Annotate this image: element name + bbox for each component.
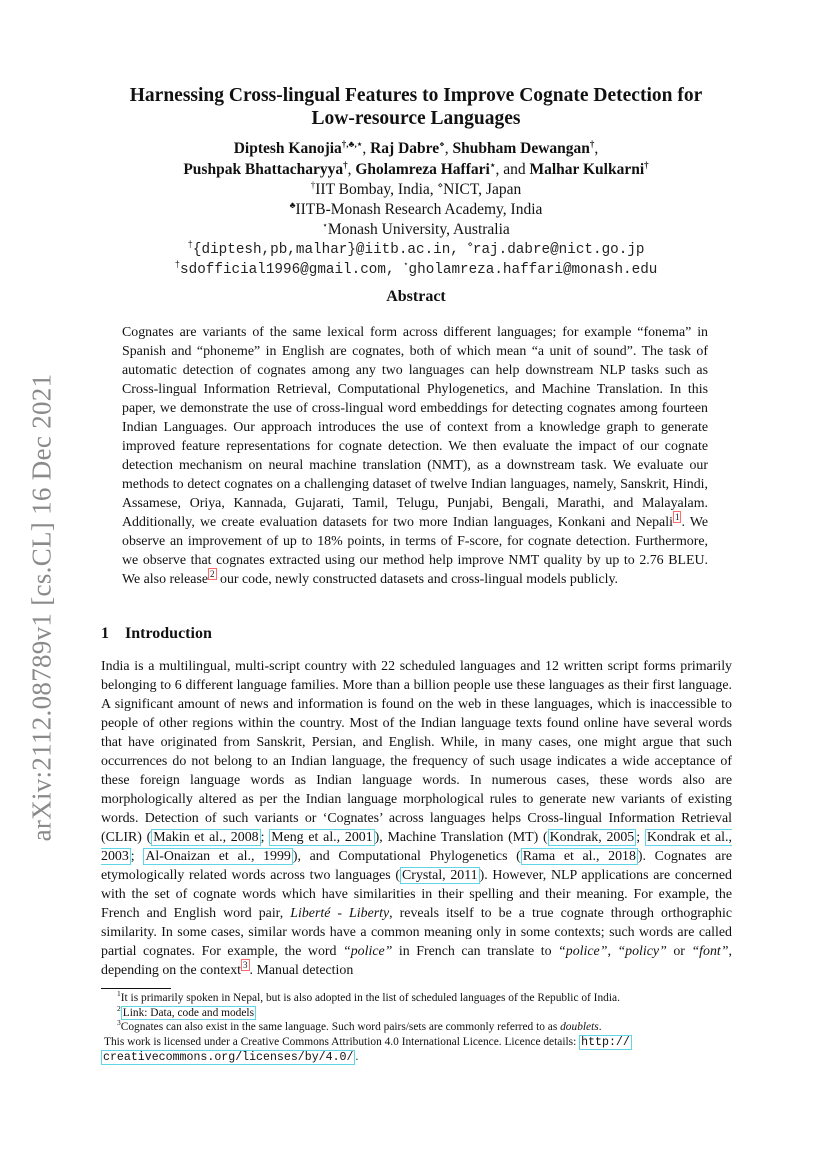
footnote-ref-1[interactable]: 1: [674, 512, 680, 523]
and-word: , and: [495, 161, 530, 178]
title-line-1: Harnessing Cross-lingual Features to Improve Cognate Detection for: [129, 85, 703, 106]
author-mark: †,♣,⋆: [341, 138, 363, 149]
section-number: 1: [101, 625, 109, 642]
author-name: Raj Dabre: [370, 140, 440, 157]
footnote-ref-3[interactable]: 3: [243, 960, 248, 971]
section-heading-introduction: [101, 625, 212, 643]
author-name: Diptesh Kanojia: [233, 140, 342, 157]
author-mark: ⋄: [439, 138, 445, 149]
footnotes: [101, 991, 732, 1066]
author-name: Malhar Kulkarni: [529, 161, 645, 178]
author-mark: †: [644, 159, 649, 170]
citation-link[interactable]: Rama et al., 2018: [522, 849, 636, 864]
abstract-heading: Abstract: [386, 288, 446, 305]
author-name: Shubham Dewangan: [452, 140, 590, 157]
abstract-text: Cognates are variants of the same lexical form across different languages; for example “fonema” in Spanish and “phoneme” in English are cognates, both of which mean “a unit of sound”. The task of automatic detection of cognates among any two languages can help downstream NLP tasks such as Cross-lingual Information Retrieval, Computational Phylogenetics, and Machine Translation. In this paper, we demonstrate the use of cross-lingual word embeddings for detecting cognates among fourteen Indian Languages. Our approach introduces the use of context from a knowledge graph to generate improved feature representations for cognate detection. We then evaluate the impact of our cognate detection mechanism on neural machine translation (NMT), as a downstream task. We evaluate our methods to detect cognates on a challenging dataset of twelve Indian languages, namely, Sanskrit, Hindi, Assamese, Oriya, Kannada, Gujarati, Tamil, Telugu, Punjabi, Bengali, Marathi, and Malayalam. Additionally, we create evaluation datasets for two more Indian languages, Konkani and Nepali $^1$ . We observe an improvement of up to 18% points, in terms of F-score, for cognate detection. Furthermore, we observe that cognates extracted using our method help improve NMT quality by up to 2.76 BLEU. We also release $^2$ our code, newly constructed datasets and cross-lingual models publicly.: [122, 325, 709, 587]
citation-link[interactable]: Crystal, 2011: [402, 868, 478, 883]
affiliation-3: ⋆Monash University, Australia: [322, 219, 510, 238]
license-url-link[interactable]: http://: [581, 1035, 630, 1049]
author-name: Pushpak Bhattacharyya: [183, 161, 344, 178]
author-mark: †: [343, 159, 348, 170]
paper-header: [96, 84, 736, 280]
footnote-2: $^2$ Link: Data, code and models: [117, 1003, 255, 1019]
license-note: This work is licensed under a Creative Commons Attribution 4.0 International Licence. Licence details: http:// creativecommons.org/licenses/by/4.0/ .: [103, 1035, 630, 1064]
affiliation-2: ♣IITB-Monash Research Academy, India: [289, 199, 543, 218]
license-url-link[interactable]: creativecommons.org/licenses/by/4.0/: [103, 1051, 354, 1064]
author-mark: †: [589, 138, 595, 149]
section-title: Introduction: [125, 625, 212, 642]
arxiv-sidebar: [22, 362, 62, 852]
citation-link[interactable]: Makin et al., 2008: [153, 830, 259, 845]
author-list: Diptesh Kanojia†,♣,⋆, Raj Dabre⋄, Shubham Dewangan†, Pushpak Bhattacharyya†, Gholamreza Haffari⋆, and Malhar Kulkarni†: [183, 138, 649, 178]
footnote-divider: [101, 988, 171, 989]
author-mark: ⋆: [489, 159, 496, 170]
citation-link[interactable]: Kondrak, 2005: [549, 830, 635, 845]
email-line-2: †sdofficial1996@gmail.com, ⋆gholamreza.haffari@monash.edu: [174, 260, 658, 278]
author-name: Gholamreza Haffari: [355, 161, 490, 178]
citation-link[interactable]: Kondrak et al., 2003: [101, 830, 732, 864]
title-line-2: Low-resource Languages: [311, 108, 521, 129]
affiliation-1: †IIT Bombay, India, ⋄NICT, Japan: [310, 179, 522, 198]
citation-link[interactable]: Al-Onaizan et al., 1999: [145, 849, 291, 864]
introduction-paragraph: India is a multilingual, multi-script country with 22 scheduled languages and 12 written script forms primarily belonging to 6 different language families. More than a billion people use these languages as their first language. A significant amount of news and information is found on the web in these languages, which is inaccessible to people of other regions within the country. Most of the Indian language texts found online have several words that have originated from Sanskrit, Persian, and English. While, in many cases, one might argue that such occurrences do not belong to an Indian language, the frequency of such usage indicates a wide acceptance of these foreign language words as Indian language words. In numerous cases, these words also are morphologically altered as per the Indian language morphological rules to generate new variants of existing words. Detection of such variants or ‘Cognates’ across languages helps Cross-lingual Information Retrieval (CLIR) ( Makin et al., 2008 ; Meng et al., 2001 ), Machine Translation (MT) ( Kondrak, 2005 ; Kondrak et al., 2003 ; Al-Onaizan et al., 1999 ), and Computational Phylogenetics ( Rama et al., 2018 ). Cognates are etymologically related words across two languages ( Crystal, 2011 ). However, NLP applications are concerned with the set of cognate words which have similarities in their spelling and their meaning. For example, the French and English word pair, Liberté - Liberty, reveals itself to be a true cognate through orthographic similarity. In some cases, similar words have a common meaning only in some contexts; such words are called partial cognates. For example, the word “police” in French can translate to “police”, “policy” or “font”, depending on the context $^3$ . Manual detection: [101, 659, 732, 978]
arxiv-identifier: arXiv:2112.08789v1 [cs.CL] 16 Dec 2021: [26, 373, 57, 841]
citation-link[interactable]: Meng et al., 2001: [271, 830, 373, 845]
data-code-models-link[interactable]: Link: Data, code and models: [122, 1006, 255, 1019]
email-line-1: †{diptesh,pb,malhar}@iitb.ac.in, ⋄raj.dabre@nict.go.jp: [187, 240, 645, 258]
footnote-1: $^1$It is primarily spoken in Nepal, but is also adopted in the list of scheduled languages of the Republic of India.: [117, 989, 620, 1004]
paper-title: [96, 84, 736, 130]
footnote-ref-2[interactable]: 2: [210, 569, 215, 580]
footnote-3: $^3$Cognates can also exist in the same language. Such word pairs/sets are commonly referred to as doublets.: [117, 1018, 602, 1033]
